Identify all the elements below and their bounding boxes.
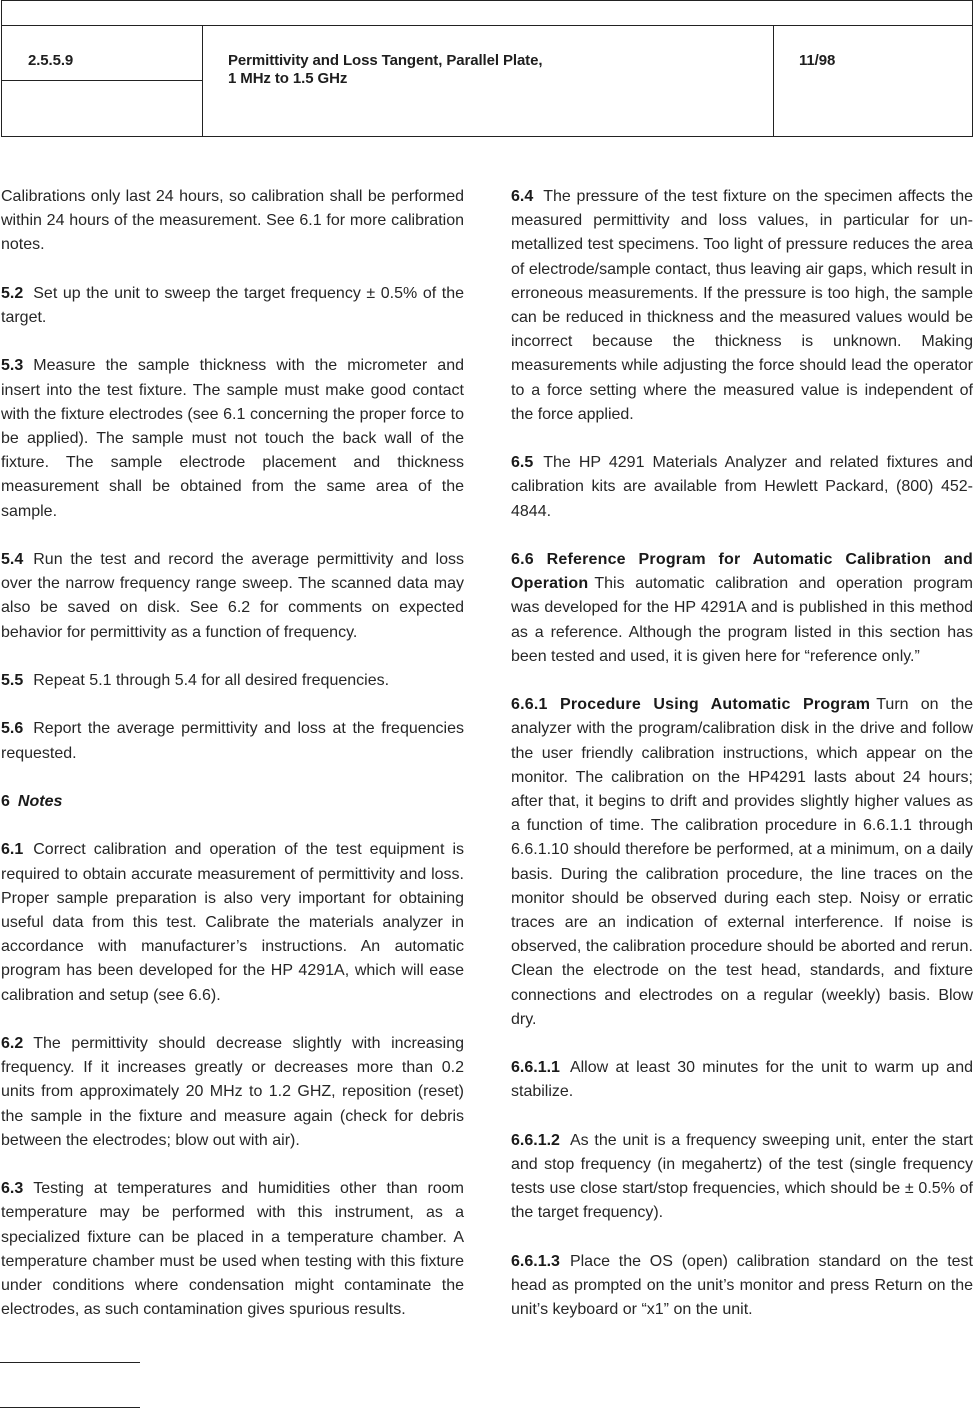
revision-date: 11/98	[799, 52, 836, 69]
paragraph-number: 6.3	[1, 1180, 24, 1198]
header-title-cell	[203, 25, 774, 136]
paragraph-text: Correct calibration and operation of the test equipment is required to obtain accurate measurement of permittivity and loss. Proper sample preparation is also very important for obtaining useful data from this test. Calibrate the materials analyzer in accordance with manufacturer’s instructions. An automatic program has been developed for the HP 4291A, which will ease calibration and setup (see 6.6).	[1, 841, 464, 1004]
paragraph-6-5	[511, 451, 973, 524]
footnote-rule-2	[0, 1407, 140, 1408]
paragraph-5-2	[1, 282, 464, 330]
paragraph-text: Report the average permittivity and loss at the frequencies requested.	[1, 720, 464, 762]
paragraph-text: Testing at temperatures and humidities other than room temperature may be performed with this instrument, as a specialized fixture can be placed in a temperature chamber. A temperature chamber must be used when testing with this fixture under conditions where condensation might contaminate the electrodes, as such contamination gives spurious results.	[1, 1180, 464, 1319]
footnote-rule-1	[0, 1362, 140, 1363]
paragraph-number: 6.6.1.2	[511, 1131, 560, 1149]
paragraph-6-6-1	[511, 693, 973, 1032]
header-date-cell	[774, 25, 972, 136]
document-header-box	[1, 0, 973, 137]
paragraph-6-6-1-3	[511, 1250, 973, 1323]
paragraph-number: 6.4	[511, 188, 534, 205]
paragraph-number: 6.6.1.3	[511, 1252, 560, 1270]
paragraph-text: Run the test and record the average permittivity and loss over the narrow frequency range sweep. The scanned data may also be saved on disk. See 6.2 for comments on expected behavior for permittivity as a function of frequency.	[1, 551, 464, 641]
paragraph-5-5	[1, 669, 464, 693]
header-section-cell	[2, 25, 203, 136]
paragraph-text: As the unit is a frequency sweeping unit, enter the start and stop frequency (in megahertz) of the test (single frequency tests use close start/stop frequencies, which should be ± 0.5% of the target frequency).	[511, 1131, 973, 1222]
paragraph-number: 5.2	[1, 284, 24, 302]
paragraph-number: 6.5	[511, 454, 534, 472]
header-top-band	[2, 1, 972, 26]
paragraph-6-3	[1, 1177, 464, 1322]
paragraph-text: The HP 4291 Materials Analyzer and related fixtures and calibration kits are available from Hewlett Packard, (800) 452-4844.	[511, 454, 973, 520]
paragraph-number: 6.6.1.1	[511, 1059, 560, 1077]
paragraph-5-6	[1, 717, 464, 765]
paragraph-text: Turn on the analyzer with the program/calibration disk in the drive and follow the user friendly calibration instructions, which appear on the monitor. The calibration on the HP4291 lasts about 24 hours; after that, it begins to drift and provides slightly higher values as a function of time. The calibration procedure in 6.6.1.1 through 6.6.1.10 should therefore be performed, at a minimum, on a daily basis. During the calibration procedure, the line traces on the monitor should be observed during each step. Noisy or erratic traces are an indication of external interference. If noise is observed, the calibration procedure should be aborted and rerun. Clean the electrode on the test head, standards, and fixture connections and electrodes on a regular (weekly) basis. Blow dry.	[511, 696, 974, 1028]
paragraph-heading: 6.6.1 Procedure Using Automatic Program	[511, 696, 871, 714]
paragraph-number: 6.1	[1, 841, 24, 859]
right-column	[511, 185, 973, 1347]
paragraph-heading: 6.6 Reference Program for Automatic Calibration and Operation	[511, 551, 973, 593]
section-number: 2.5.5.9	[28, 52, 74, 69]
title-line-1: Permittivity and Loss Tangent, Parallel Plate,	[228, 52, 543, 69]
paragraph-number: 5.5	[1, 672, 24, 689]
section-number: 6	[1, 792, 10, 810]
paragraph-5-4	[1, 548, 464, 645]
paragraph-text: Measure the sample thickness with the micrometer and insert into the test fixture. The sample must make good contact with the fixture electrodes (see 6.1 concerning the proper force to be applied). The sample must not touch the back wall of the fixture. The sample electrode placement and thickness measurement shall be obtained from the same area of the sample.	[1, 357, 464, 520]
paragraph-number: 5.3	[1, 357, 24, 375]
paragraph-text: The permittivity should decrease slightly with increasing frequency. If it increases greatly or decreases more than 0.2 units from approximately 20 MHz to 1.2 GHZ, reposition (reset) the sample in the fixture and measure again (check for debris between the electrodes; blow out with air).	[1, 1034, 464, 1149]
paragraph-text: Allow at least 30 minutes for the unit to warm up and stabilize.	[511, 1059, 973, 1101]
paragraph-6-6-1-2	[511, 1129, 973, 1226]
title-line-2: 1 MHz to 1.5 GHz	[228, 70, 348, 87]
paragraph-text: The pressure of the test fixture on the specimen affects the measured permittivity and loss values, in particular for un-metallized test specimens. Too light of pressure reduces the area of electrode/sample contact, thus leaving air gaps, which result in erroneous measurements. If the pressure is too high, the sample can be reduced in thickness and the measured values would be incorrect because the thickness is unknown. Making measurements while adjusting the force should lead the operator to a force setting where the measured value is independent of the force applied.	[511, 188, 973, 423]
continuation-paragraph: Calibrations only last 24 hours, so calibration shall be performed within 24 hours of the measurement. See 6.1 for more calibration notes.	[1, 188, 464, 254]
paragraph-number: 6.2	[1, 1034, 24, 1052]
paragraph-6-2	[1, 1032, 464, 1153]
paragraph-6-4	[511, 185, 973, 427]
left-column	[1, 185, 464, 1347]
paragraph-text: Set up the unit to sweep the target frequency ± 0.5% of the target.	[1, 284, 464, 326]
paragraph-6-6-1-1	[511, 1056, 973, 1104]
document-title	[228, 52, 542, 88]
paragraph-number: 5.6	[1, 720, 24, 738]
paragraph-5-3	[1, 354, 464, 523]
paragraph-number: 5.4	[1, 551, 24, 568]
section-title: Notes	[17, 792, 63, 810]
paragraph-text: Repeat 5.1 through 5.4 for all desired frequencies.	[33, 672, 390, 689]
paragraph-text: This automatic calibration and operation program was developed for the HP 4291A and is published in this method as a reference. Although the program listed in this section has been tested and used, it is given here for “reference only.”	[511, 575, 973, 665]
paragraph-6-1	[1, 838, 464, 1007]
section-6-heading	[1, 790, 464, 814]
paragraph-text: Place the OS (open) calibration standard on the test head as prompted on the unit’s monitor and press Return on the unit’s keyboard or “x1” on the unit.	[511, 1252, 973, 1319]
paragraph-6-6	[511, 548, 973, 669]
header-cell-divider	[2, 80, 202, 81]
